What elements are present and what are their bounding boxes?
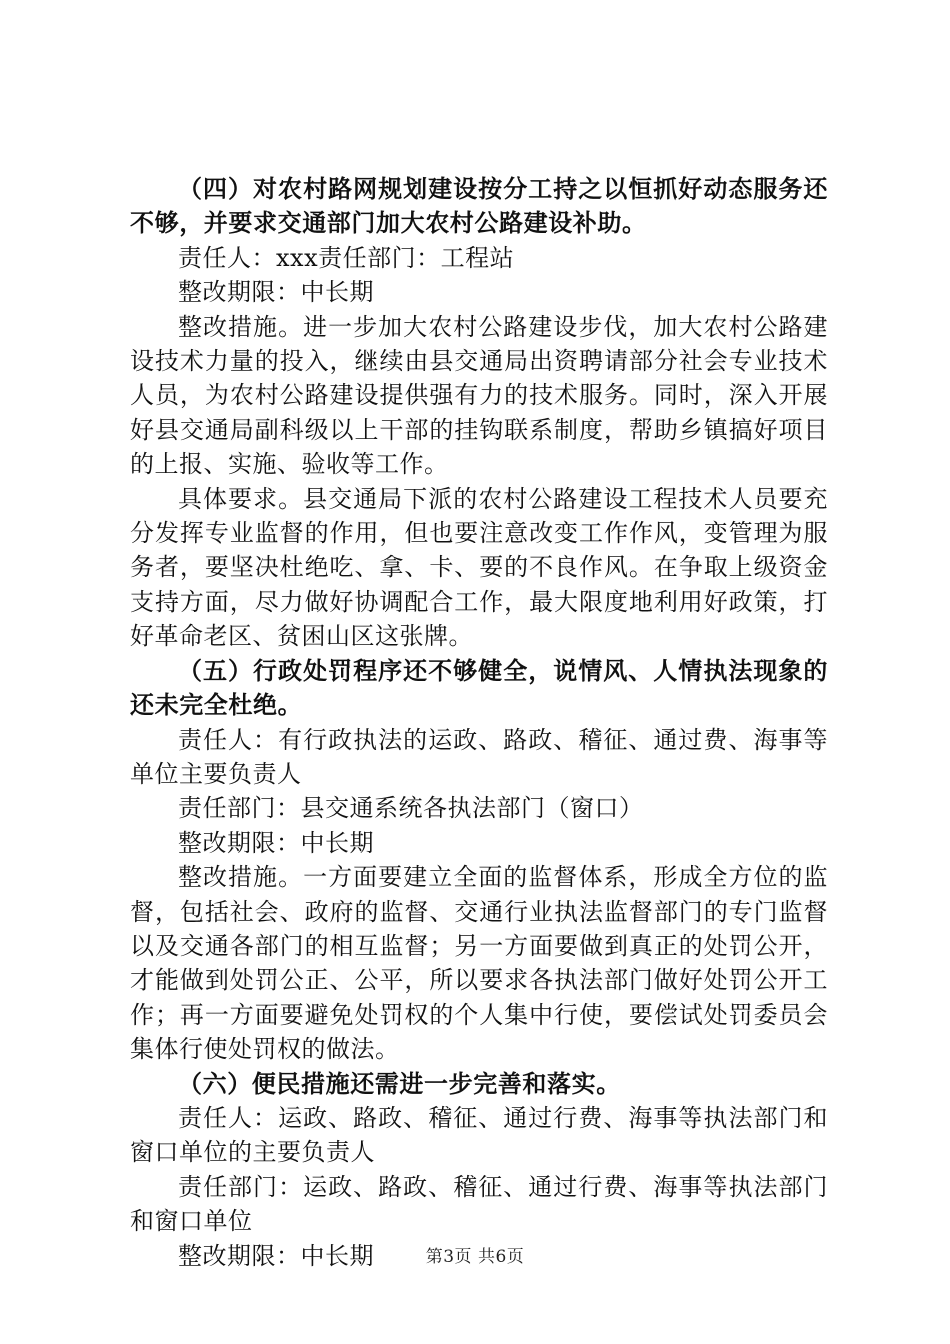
section-heading-6: （六）便民措施还需进一步完善和落实。 (178, 1069, 621, 1098)
deadline-line: 整改期限：中长期 (178, 828, 374, 857)
responsible-person-line: 责任人：运政、路政、稽征、通过行费、海事等执法部门和窗口单位的主要负责人 (130, 1103, 828, 1167)
responsible-department-line: 责任部门：县交通系统各执法部门（窗口） (178, 794, 644, 823)
measures-paragraph: 整改措施。进一步加大农村公路建设步伐，加大农村公路建设技术力量的投入，继续由县交通局出资聘请部分社会专业技术人员，为农村公路建设提供强有力的技术服务。同时，深入开展好县交通局副科级以上干部的挂钩联系制度，帮助乡镇搞好项目的上报、实施、验收等工作。 (130, 312, 828, 479)
responsible-department-line: 责任部门：运政、路政、稽征、通过行费、海事等执法部门和窗口单位 (130, 1172, 828, 1236)
deadline-line: 整改期限：中长期 (178, 278, 374, 307)
responsible-person-line: 责任人：有行政执法的运政、路政、稽征、通过费、海事等单位主要负责人 (130, 725, 828, 788)
section-heading-4: （四）对农村路网规划建设按分工持之以恒抓好动态服务还不够，并要求交通部门加大农村公路建设补助。 (130, 175, 828, 238)
responsible-person-line: 责任人：xxx责任部门：工程站 (178, 243, 515, 272)
requirements-paragraph: 具体要求。县交通局下派的农村公路建设工程技术人员要充分发挥专业监督的作用，但也要注意改变工作作风，变管理为服务者，要坚决杜绝吃、拿、卡、要的不良作风。在争取上级资金支持方面，尽力做好协调配合工作，最大限度地利用好政策，打好革命老区、贫困山区这张牌。 (130, 484, 828, 651)
page-number-footer: 第3页 共6页 (425, 1247, 525, 1267)
deadline-line: 整改期限：中长期 (178, 1241, 374, 1270)
document-body (130, 172, 828, 1273)
measures-paragraph: 整改措施。一方面要建立全面的监督体系，形成全方位的监督，包括社会、政府的监督、交通行业执法监督部门的专门监督以及交通各部门的相互监督；另一方面要做到真正的处罚公开，才能做到处罚公正、公平，所以要求各执法部门做好处罚公开工作；再一方面要避免处罚权的个人集中行使，要偿试处罚委员会集体行使处罚权的做法。 (130, 863, 828, 1064)
section-heading-5: （五）行政处罚程序还不够健全，说情风、人情执法现象的还未完全杜绝。 (130, 656, 828, 720)
